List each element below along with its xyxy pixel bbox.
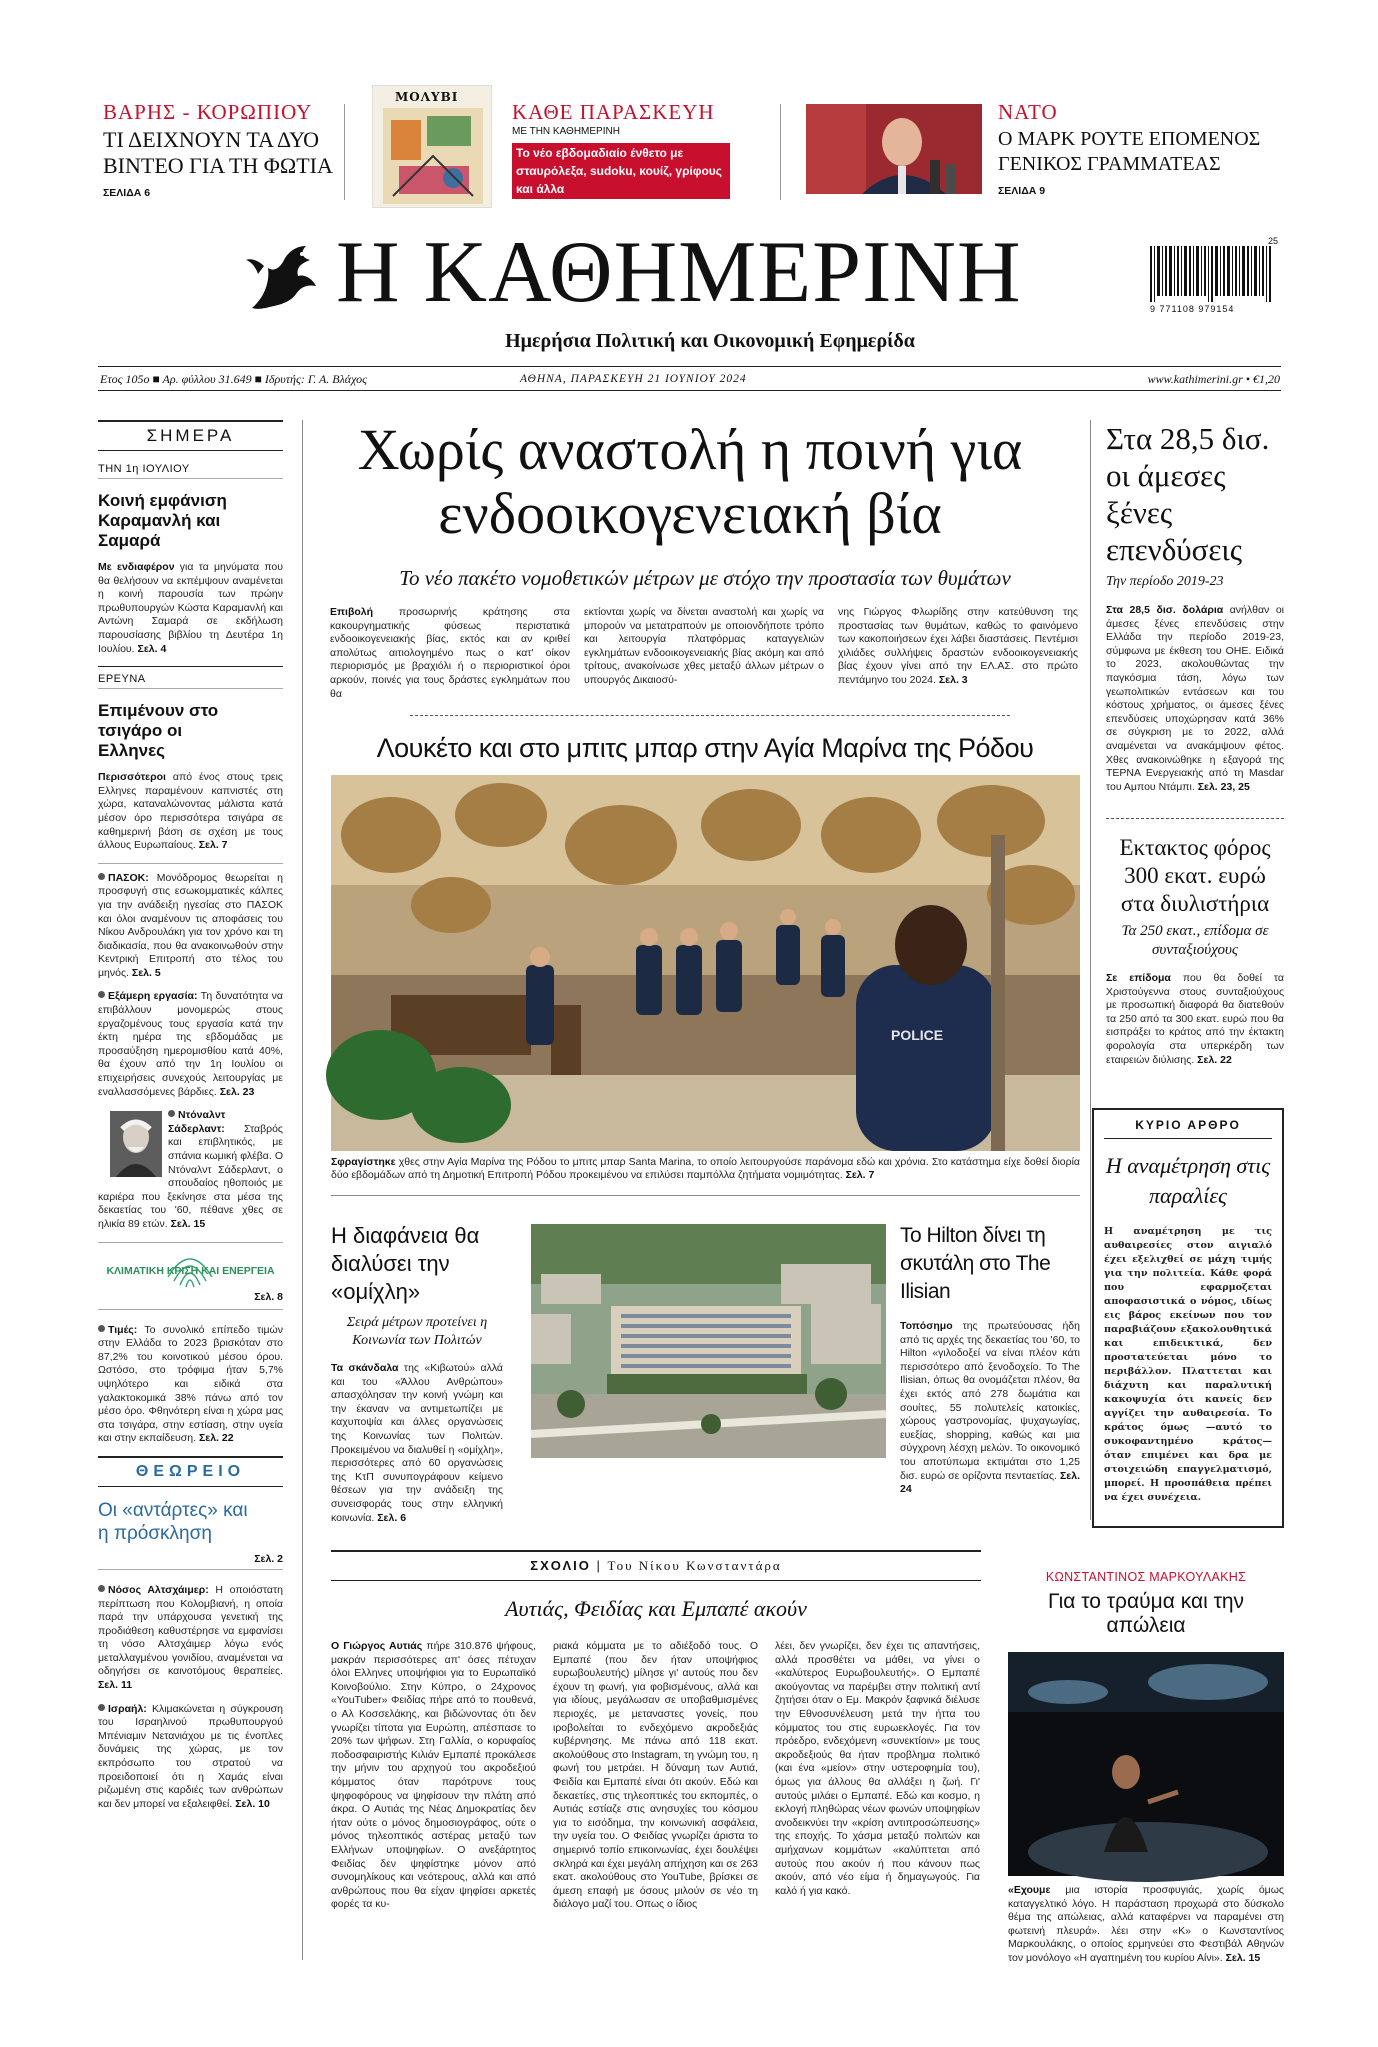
theorio-title: Οι «αντάρτες» και η πρόσκληση [98,1499,248,1544]
barcode-number: 9 771108 979154 [1150,304,1235,314]
magazine-title: ΜΟΛΥΒΙ [395,90,459,104]
page-ref: Σελ. 5 [131,966,161,979]
divider [98,666,283,667]
comment-author: Του Νίκου Κωνσταντάρα [607,1558,782,1573]
text: Το συνολικό επίπεδο τιμών στην Ελλάδα το 2023 βρισκόταν στο 87,2% του κοινοτικού μέσου όρου. Ωστόσο, στο τρόφιμα ήταν 5,7% υψηλότερο και ειδικά στα γαλακτοκομικά 38% πάνω από τον μέσο όρο. Φθηνότερη είναι η χώρα μας στα τσιγάρα, στην εστίαση, στην υγεία και στην εκπαίδευση. [98,1323,283,1445]
promo-box: Το νέο εβδομαδιαίο ένθετο με σταυρόλεξα, sudoku, κουίζ, γρίφους και άλλα [512,143,730,199]
theatre-article[interactable] [1008,1570,1297,1966]
editorial-label: ΚΥΡΙΟ ΑΡΘΡΟ [1104,1118,1272,1139]
issue-info: Ετος 105ο ■ Αρ. φύλλου 31.649 ■ Ιδρυτής: Γ. Α. Βλάχος [100,372,367,386]
tax-body [1106,972,1284,1067]
comment-col2: ριακά κόμματα με το αδιέξοδό τους. Ο Εμπαπέ (που δεν ήταν υποψήφιος ευρωβουλευτής) μίλησε γι' αυτούς που δεν έχουν τη φωνή, για φοβισμένους, αλλά και για ιδίους, μεγάλωσαν σε υποβαθμισμένες περιοχές, με μεταναστες γονείς, που ιροβολείται το ενδεχόμενο ακροδεξιάς κυβέρνησης. Με πάνω από 118 εκατ. ακολούθους στο Instagram, τη γνώμη του, η φωνή του μετράει. Η δύναμη των Αυτιά, Φειδία και Εμπαπέ είναι ότι ακούν. Εδώ και δεκαετίες, στις τηλεοπτικές του εκπομπές, ο Αυτιάς εστίαζε στις ανησυχίες του κόσμου για το εισόδημα, την κοινωνική ασφάλεια, την υγεία του. Ο Φειδίας γνωρίζει άριστα το σημερινό τοπίο επικοινωνίας, έχει δουλέψει σκληρά και έχει μεγάλη απήχηση και σε 263 εκατ. ακολούθους στο YouTube, βρίσκει σε άμεση επαφή με όσους μιλούν σε νέο τη διάλογο μαζί του. Οπως ο ίδιος [553,1640,758,1911]
rhodes-illustration [331,775,1080,1151]
fdi-title: Στα 28,5 δισ. οι άμεσες ξένες επενδύσεις [1106,421,1270,567]
text: της πρωτεύουσας ήδη από τις αρχές της δεκαετίας του '60, το Hilton «γιλοδοξεί να είναι πλέον κάτι περισσότερο από ξενοδοχείο. Το The Ilisian, όπως θα ονομάζεται πλέον, θα έχει εκτός από 278 δωμάτια και σουίτες, 55 πολυτελείς κατοικίες, χώρους γαστρονομίας, ψυχαγωγίας, ευεξίας, shopping, καθώς και μια σύγχρονη λέσχη μελών. Το οικονομικό του αποτύπωμα εκτιμάται στο 1,25 δισ. ευρώ σε ορίζοντα πενταετίας. [900,1320,1080,1482]
lead-word: Σε επίδομα [1106,972,1171,984]
teaser-page: ΣΕΛΙΔΑ 9 [998,185,1046,197]
hilton-illustration [531,1224,886,1458]
theatre-kicker: ΚΩΝΣΤΑΝΤΙΝΟΣ ΜΑΡΚΟΥΛΑΚΗΣ [1045,1570,1247,1584]
page-ref: Σελ. 22 [1197,1053,1232,1066]
bullet-icon [98,873,105,880]
article-body [98,561,283,656]
teaser-sub: ΜΕ ΤΗΝ ΚΑΘΗΜΕΡΙΝΗ [512,126,620,137]
lead-word: Τιμές: [108,1323,138,1336]
lead-body-col1 [330,606,570,698]
windfall-tax-article[interactable] [1106,834,1284,1067]
divider [780,104,781,200]
article-karamanlis[interactable] [98,463,283,656]
teaser-kicker: ΚΑΘΕ ΠΑΡΑΣΚΕΥΗ [512,100,715,124]
lead-word: Εξάμερη εργασία: [108,990,198,1003]
divider [98,1486,283,1487]
lead-word: Τοπόσημο [900,1320,953,1332]
griffin-logo-icon [244,238,324,316]
teaser-nato[interactable] [998,100,1288,197]
page-ref: Σελ. 8 [254,1290,283,1303]
brief-sutherland[interactable] [98,1109,283,1231]
teaser-vari[interactable] [103,100,333,199]
text: ανήλθαν οι άμεσες ξένες επενδύσεις στην Ελλάδα την περίοδο 2019-23, σύμφωνα με έκθεση του ΟΗΕ. Ειδικά το 2023, ακολουθώντας την παγκόσμια τάση, λόγω των γεωπολιτικών εντάσεων και του κόστους χρήματος, οι άμεσες ξένες επενδύσεις υποχώρησαν κατά 36% σε σύγκριση με το 2022, αλλά αναμένεται να ανακάμψουν φέτος. Χθες ανακοινώθηκε η εξαγορά της ΤΕΡΝΑ Ενεργειακής από τη Masdar του Αμπου Ντάμπι. [1106,604,1285,793]
comment-header: ΣΧΟΛΙΟ | Του Νίκου Κωνσταντάρα [530,1558,782,1573]
lead-word: Ο Γιώργος Αυτιάς [331,1640,423,1652]
theorio-label: ΘΕΩΡΕΙΟ [135,1462,246,1480]
rhodes-caption [331,1156,1080,1182]
article-smoking[interactable] [98,673,283,853]
theatre-title: Για το τραύμα και την απώλεια [1047,1590,1245,1637]
fdi-body [1106,604,1284,794]
masthead-rule [98,366,1281,367]
transparency-article[interactable] [331,1222,503,1525]
editorial-body: Η αναμέτρηση με τις αυθαιρεσίες στον αιγιαλό έχει εξελιχθεί σε μάχη τιμής για την πολιτεία. Κάθε φορά που εφαρμοζεται αποφασιστικά ο νόμος, ιδίως εις βάρος εκείνων που τον παραβιάζουν εξακολουθητικά και επιδεικτικά, δεν προστατεύεται μόνο το περιβάλλον. Πλαττεται και διάχυτη και παραλυτική κακοψυχία ότι κανείς δεν αγγίζει την αυθαιρεσία. Το κράτος όμως —αυτό το συκοφαντημένο κράτος— όταν επιμένει και δρα με στοιχειώδη επαγγελματισμό, μπορεί. Η προσπάθεια πρέπει να έχει συνέχεια. [1104,1226,1272,1503]
divider [344,104,345,200]
lead-body-col3 [838,606,1078,698]
issue-date: ΑΘΗΝΑ, ΠΑΡΑΣΚΕΥΗ 21 ΙΟΥΝΙΟΥ 2024 [520,373,747,385]
lead-word: Τα σκάνδαλα [331,1362,399,1374]
text: νης Γιώργος Φλωρίδης στην κατεύθυνση της προστασίας των θυμάτων, καθώς το φαινόμενο των κακοποιήσεων έχει λάβει διαστάσεις. Πεντέμισι χιλιάδες συλλήψεις δραστών ενδοοικογενειακής βίας έχουν γίνει από την ΕΛ.ΑΣ. στο πρώτο πεντάμηνο του 2024. [838,606,1078,686]
divider [331,1580,981,1581]
transparency-deck: Σειρά μέτρων προτείνει η Κοινωνία των Πολιτών [346,1315,488,1348]
page-ref: Σελ. 15 [1225,1951,1261,1964]
teaser-kicker: ΒΑΡΗΣ - ΚΟΡΩΠΙΟΥ [103,100,313,124]
lead-word: Στα 28,5 δισ. δολάρια [1106,604,1224,616]
page-ref: Σελ. 23, 25 [1197,780,1250,793]
transparency-body [331,1362,503,1525]
fdi-deck: Την περίοδο 2019-23 [1106,574,1224,589]
divider [98,688,283,689]
transparency-title: Η διαφάνεια θα διαλύσει την «ομίχλη» [331,1223,480,1304]
page-ref: Σελ. 15 [170,1217,206,1230]
lead-word: ΠΑΣΟΚ: [108,871,149,884]
lead-word: Ντόναλντ Σάδερλαντ: [168,1109,226,1135]
page-ref: Σελ. 3 [938,673,968,686]
lead-word: Σφραγίστηκε [331,1156,396,1168]
article-title: Επιμένουν στο τσιγάρο οι Ελληνες [98,701,219,761]
text: Η οποιόστατη περίπτωση που Κολομβιανή, η οποία παρά την υπάρχουσα γενετική της προδιάθεση καθυστέρησε να εμφανίσει τη νόσο Αλτσχάιμερ λόγω ενός μεταλλαγμένου γονιδίου, αναμένεται να οδηγήσει σε καινοτόμους θεραπείες. [98,1583,283,1678]
divider [98,1456,283,1458]
hilton-title: Το Hilton δίνει τη σκυτάλη στο The Ilisian [900,1224,1051,1303]
bullet-icon [98,1704,105,1711]
divider [331,1195,1080,1196]
lead-word: «Εχουμε [1008,1884,1051,1896]
text: Μονόδρομος θεωρείται η προσφυγή στις εσωκομματικές κάλπες για την ανάδειξη ηγεσίας στο ΠΑΣΟΚ και όλοι αναμένουν τις αποφάσεις του Νίκου Ανδρουλάκη για τον χρόνο και τη διαδικασία, που θα ανακοινωθούν στην Κεντρική Επιτροπή στο τέλος του μηνός. [98,871,283,979]
fdi-article[interactable] [1106,420,1284,794]
bullet-icon [98,1585,105,1592]
lead-word: Ισραήλ: [108,1702,147,1715]
text: Τη δυνατότητα να επιβάλλουν μονομερώς στους εργαζομένους τους εργασία κατά την έκτη ημέρα της εβδομάδας με προσαύξηση ημερομισθίου κατά 40%, θα έχουν από την 1η Ιουλίου οι επιχειρήσεις συνεχούς λειτουργίας με εναλλασσόμενες βάρδιες. [98,990,283,1098]
article-body [98,771,283,853]
comment-label: ΣΧΟΛΙΟ [530,1558,591,1573]
page-ref: Σελ. 24 [900,1469,1081,1496]
page-ref: Σελ. 11 [98,1679,133,1692]
photo-credit: ΜΑΡΙΑ ΒΑΡΑΒΙΑ [1290,1828,1297,1866]
divider [98,1309,283,1310]
lead-deck: Το νέο πακέτο νομοθετικών μέτρων με στόχο την προστασία των θυμάτων [399,566,1011,590]
article-title: Κοινή εμφάνιση Καραμανλή και Σαμαρά [98,491,227,550]
lead-word: Νόσος Αλτσχάιμερ: [108,1583,209,1596]
editorial-title: Η αναμέτρηση στις παραλίες [1105,1153,1271,1208]
climate-section[interactable] [98,1247,283,1309]
text: Σταβρός και επιβλητικός, με σπάνια κωμική φλέβα. Ο Ντόναλντ Σάδερλαντ, ο σπουδαίος ηθοποιός με καριέρα που ξεκίνησε στα μέσα της δεκαετίας του '60, πέθανε χθες σε ηλικία 89 ετών. [98,1122,283,1230]
column-divider [302,420,303,1960]
masthead-subtitle: Ημερήσια Πολιτική και Οικονομική Εφημερίδα [505,330,915,352]
tax-deck: Τα 250 εκατ., επίδομα σε συνταξιούχους [1121,923,1269,958]
divider [98,1569,283,1570]
lead-word: Περισσότεροι [98,771,166,784]
teaser-title: Ο ΜΑΡΚ ΡΟΥΤΕ ΕΠΟΜΕΝΟΣ ΓΕΝΙΚΟΣ ΓΡΑΜΜΑΤΕΑΣ [998,128,1261,175]
divider [98,420,283,422]
magazine-illustration [373,86,493,209]
page-ref: Σελ. 10 [235,1797,270,1810]
brief-prices[interactable] [98,1324,283,1446]
police-badge-text: POLICE [891,1027,944,1043]
teaser-kathe-paraskevi[interactable] [512,100,752,199]
rutte-photo[interactable] [764,104,982,194]
teaser-kicker: ΝΑΤΟ [998,100,1058,124]
text: πήρε 310.876 ψήφους, μακράν περισσότερες απ' όσες πέτυχαν όλοι Ελληνες υποψήφιοι για το Ευρωπαϊκό Κοινοβούλιο. Στην Κύπρο, ο 24χρονος «YouTuber» Φειδίας πήρε από το πουθενά, ο Αλ Κοσσελάκης, και βιδώνοντας ότι δεν γνωρίζει τίποτα για Ευρώπη, απέσπασε το 20% των ψήφων. Στη Γαλλία, ο κορυφαίος ποδοσφαιριστής Κιλιάν Εμπαπέ προκάλεσε την μήνιν του αρχηγού του ακροδεξιού κόμματος όταν παρότρυνε τους ψηφοφόρους να ψηφίσουν την πλάτη από άκρα. Ο Αυτιάς της Νέας Δημοκρατίας δεν ήταν ούτε ο μόνος δημοσιογράφος, ούτε ο μόνος τηλεοπτικός αστέρας μεταξύ των Ελλήνων υποψηφίων. Ο ανεξάρτητος Φειδίας δεν ψηφίστηκε μόνον από συνομηλίκους και νεότερους, αλλά και από ανθρώπους που θα είχαν ψηφίσει αρκετές φορές τα κυ- [331,1640,536,1911]
dashed-divider [410,715,1010,716]
today-label: ΣΗΜΕΡΑ [146,426,235,445]
rutte-illustration [806,104,982,194]
text: προσωρινής κράτησης στα κακουργηματικής φύσεως περιστατικά ενδοοικογενειακής βίας, εκτός και αν κριθεί απολύτως αιτιολογημένο πως ο κατ' οίκον περιορισμός με βραχιόλι ή ο περιοριστικοί όροι αρκούν, ποινές για τους δράστες εγκλημάτων που θα [330,606,570,700]
comment-col1 [331,1640,536,1958]
website-price[interactable]: www.kathimerini.gr • €1,20 [1147,372,1280,386]
page-ref: Σελ. 22 [198,1432,234,1445]
climate-label: ΚΛΙΜΑΤΙΚΗ ΚΡΙΣΗ ΚΑΙ ΕΝΕΡΓΕΙΑ [106,1264,275,1277]
lead-word: Με ενδιαφέρον [98,561,175,573]
tax-title: Εκτακτος φόρος 300 εκατ. ευρώ στα διυλιστήρια [1119,835,1271,916]
markoulakis-photo [1008,1652,1297,1876]
barcode-issue: 25 [1267,236,1278,246]
text: μια ιστορία προσφυγιάς, χωρίς όμως καταγγελτικό λόγο. Η παράσταση προχωρά στο δύσκολο θέμα της απώλειας, αλλά καταφέρνει να παραμένει στη φωτεινή πλευρά». λέει στην «Κ» ο Κωνσταντίνος Μαρκουλάκης, ο οποίος ερμηνεύει στο Φεστιβάλ Αθηνών τον μονόλογο «Η αγαπημένη του κυρίου Αίνι». [1008,1884,1284,1964]
lead-body-col2: εκτίονται χωρίς να δίνεται αναστολή και χωρίς να μπορούν να μετατραπούν με οποιονδήποτε τρόπο και λειτουργία πλατφόρμας καταγγελιών εγκλημάτων ενδοοικογενειακής βίας ακόμη και από τρίτους, ανακοίνωσε χθες μεταξύ άλλων μέτρων ο υπουργός Δικαιοσύ- [584,606,824,686]
page-ref: Σελ. 2 [254,1552,283,1565]
page-ref: Σελ. 4 [137,642,167,655]
theorio-article[interactable] [98,1499,283,1569]
bullet-icon [98,991,105,998]
brief-israel[interactable] [98,1703,283,1812]
page-ref: Σελ. 23 [219,1085,255,1098]
page-ref: Σελ. 6 [377,1511,407,1524]
rhodes-headline[interactable]: Λουκέτο και στο μπιτς μπαρ στην Αγία Μαρίνα της Ρόδου [376,733,1034,763]
comment-title[interactable]: Αυτιάς, Φειδίας και Εμπαπέ ακούν [505,1596,807,1621]
lead-word: Επιβολή [330,606,374,618]
teaser-page: ΣΕΛΙΔΑ 6 [103,187,151,199]
page-ref: Σελ. 7 [845,1169,875,1181]
page-ref: Σελ. 7 [198,839,228,852]
lead-headline[interactable]: Χωρίς αναστολή η ποινή για ενδοοικογενειακή βία [357,417,1023,546]
text: που θα δοθεί τα Χριστούγεννα στους συνταξιούχους με προσωπική διαφορά θα διατεθούν τα 250 από τα 300 εκατ. ευρώ που θα εισπράξει το κράτος από την έκτακτη φορολογία στα υπερκέρδη των εταιρειών διύλισης. [1106,972,1284,1066]
barcode-bars [1150,246,1278,312]
masthead-rule [98,390,1281,391]
bullet-icon [98,1325,105,1332]
rhodes-beach-bar-photo[interactable] [331,775,1080,1151]
stage-illustration [1008,1652,1284,1876]
text: για τα μηνύματα που θα θελήσουν να εκπέμψουν αναμένεται η κοινή παρουσία των πρώην πρωθυπουργών Κώστα Καραμανλή και Αντώνη Σαμαρά σε εκδήλωση παρουσίασης βιβλίου τη Δευτέρα 1η Ιουλίου. [98,561,283,655]
molyvi-magazine-cover[interactable] [372,85,492,208]
divider [98,1242,283,1243]
editorial-box[interactable] [1092,1108,1284,1528]
text: χθες στην Αγία Μαρίνα της Ρόδου το μπιτς μπαρ Santa Marina, το οποίο λειτουργούσε παράνομα εδώ και χρόνια. Στο κατάστημα είχε δοθεί διορία δύο εβδομάδων από τη Δημοτική Επιτροπή Ρόδου προκειμένου να επιλύσει παμπόλλα ζητήματα νομιμότητας. [331,1156,1080,1181]
brief-pasok[interactable] [98,872,283,981]
hilton-photo[interactable] [531,1224,886,1458]
sutherland-photo [110,1111,162,1177]
text: της «Κιβωτού» αλλά και του «Άλλου Ανθρώπου» απασχόλησαν την κοινή γνώμη και την έκαναν να αντιμετωπίζει με καχυποψία και άλλες οργανώσεις της Κοινωνίας των Πολιτών. Προκειμένου να διαλυθεί η «ομίχλη», περισσότερες από 60 οργανώσεις της ΚτΠ συνυπογράφουν κείμενο θέσεων για την ανάδειξη της συνεισφοράς τους στην ελληνική κοινωνία. [331,1362,504,1524]
column-divider [1090,420,1091,1520]
divider [98,450,283,451]
divider [98,478,283,479]
brief-alzheimer[interactable] [98,1584,283,1693]
article-label: ΤΗΝ 1η ΙΟΥΛΙΟΥ [98,463,190,475]
masthead-title: Η ΚΑΘΗΜΕΡΙΝΗ [336,224,1022,321]
photo-credit: REUTERS / JOHANNA GERON / ΚΑΘΗΜ. [764,119,776,194]
portrait-illustration [110,1111,162,1177]
teaser-title: ΤΙ ΔΕΙΧΝΟΥΝ ΤΑ ΔΥΟ ΒΙΝΤΕΟ ΓΙΑ ΤΗ ΦΩΤΙΑ [103,127,333,178]
hilton-article[interactable] [900,1222,1080,1497]
divider [98,863,283,864]
comment-col3: λέει, δεν γνωρίζει, δεν έχει τις απαντήσεις, αλλά προσθέτει να μάθει, να γίνει ο «καλύτερος Ευρωβουλευτής». Ο Εμπαπέ ακούγοντας να παρέμβει στην πολιτική αντί ζητήσει όταν ο Εμ. Μακρόν ξαφνικά διέλυσε την Εθνοσυνέλευση μετά την ήττα του κόμματος του στις ευρωεκλογές. Για τον πρόεδρο, ενδεχόμενη «συνεκτίοιν» με τους ακροδεξιούς θα ήταν προβλημα πολιτικό (και ένα «μείον» στην υστεροφημία του), όμως για άλλους θα αλλάξει η ζωή. Γι' αυτούς μιλάει ο Εμπαπέ. Εδώ και κοσμο, η εκλογή πληθώρας νέων φωνών υποψηφίων ανοδεικνύει την «κρίση αντιπροσώπευσης» της εποχής. Το χάσμα μεταξύ πολιτών και αμήχανων κομμάτων «καλύπτεται από αυτούς που ακούν ή που κάνουν πως ακούν, από νέο είμα ή δημαγωγούς. Για καλό ή για κακό. [775,1640,980,1897]
barcode [1150,236,1278,320]
brief-six-day-work[interactable] [98,990,283,1099]
bullet-icon [168,1110,175,1117]
text: από ένος στους τρεις Ελληνες παραμένουν καπνιστές στη χώρα, καταναλώνοντας μάλιστα κατά μέσον όρο περισσότερα τσιγάρα σε καθημερινή βάση σε σχέση με τους άλλους Ευρωπαίους. [98,771,283,852]
hilton-body [900,1320,1080,1497]
text: Κλιμακώνεται η σύγκρουση του Ισραηλινού πρωθυπουργού Μπένιαμιν Νετανιάχου με τις ένοπλες δυνάμεις της χώρας, με τον εκπρόσωπο του στρατού να προειδοποιεί ότι η Χαμάς είναι ριζωμένη στις καρδιές των ανθρώπων και δεν μπορεί να εξαλειφθεί. [98,1702,283,1810]
divider [331,1550,981,1552]
dashed-divider [1106,818,1284,819]
theatre-body [1008,1884,1284,1966]
article-label: ΕΡΕΥΝΑ [98,673,146,686]
left-column [98,420,283,1821]
